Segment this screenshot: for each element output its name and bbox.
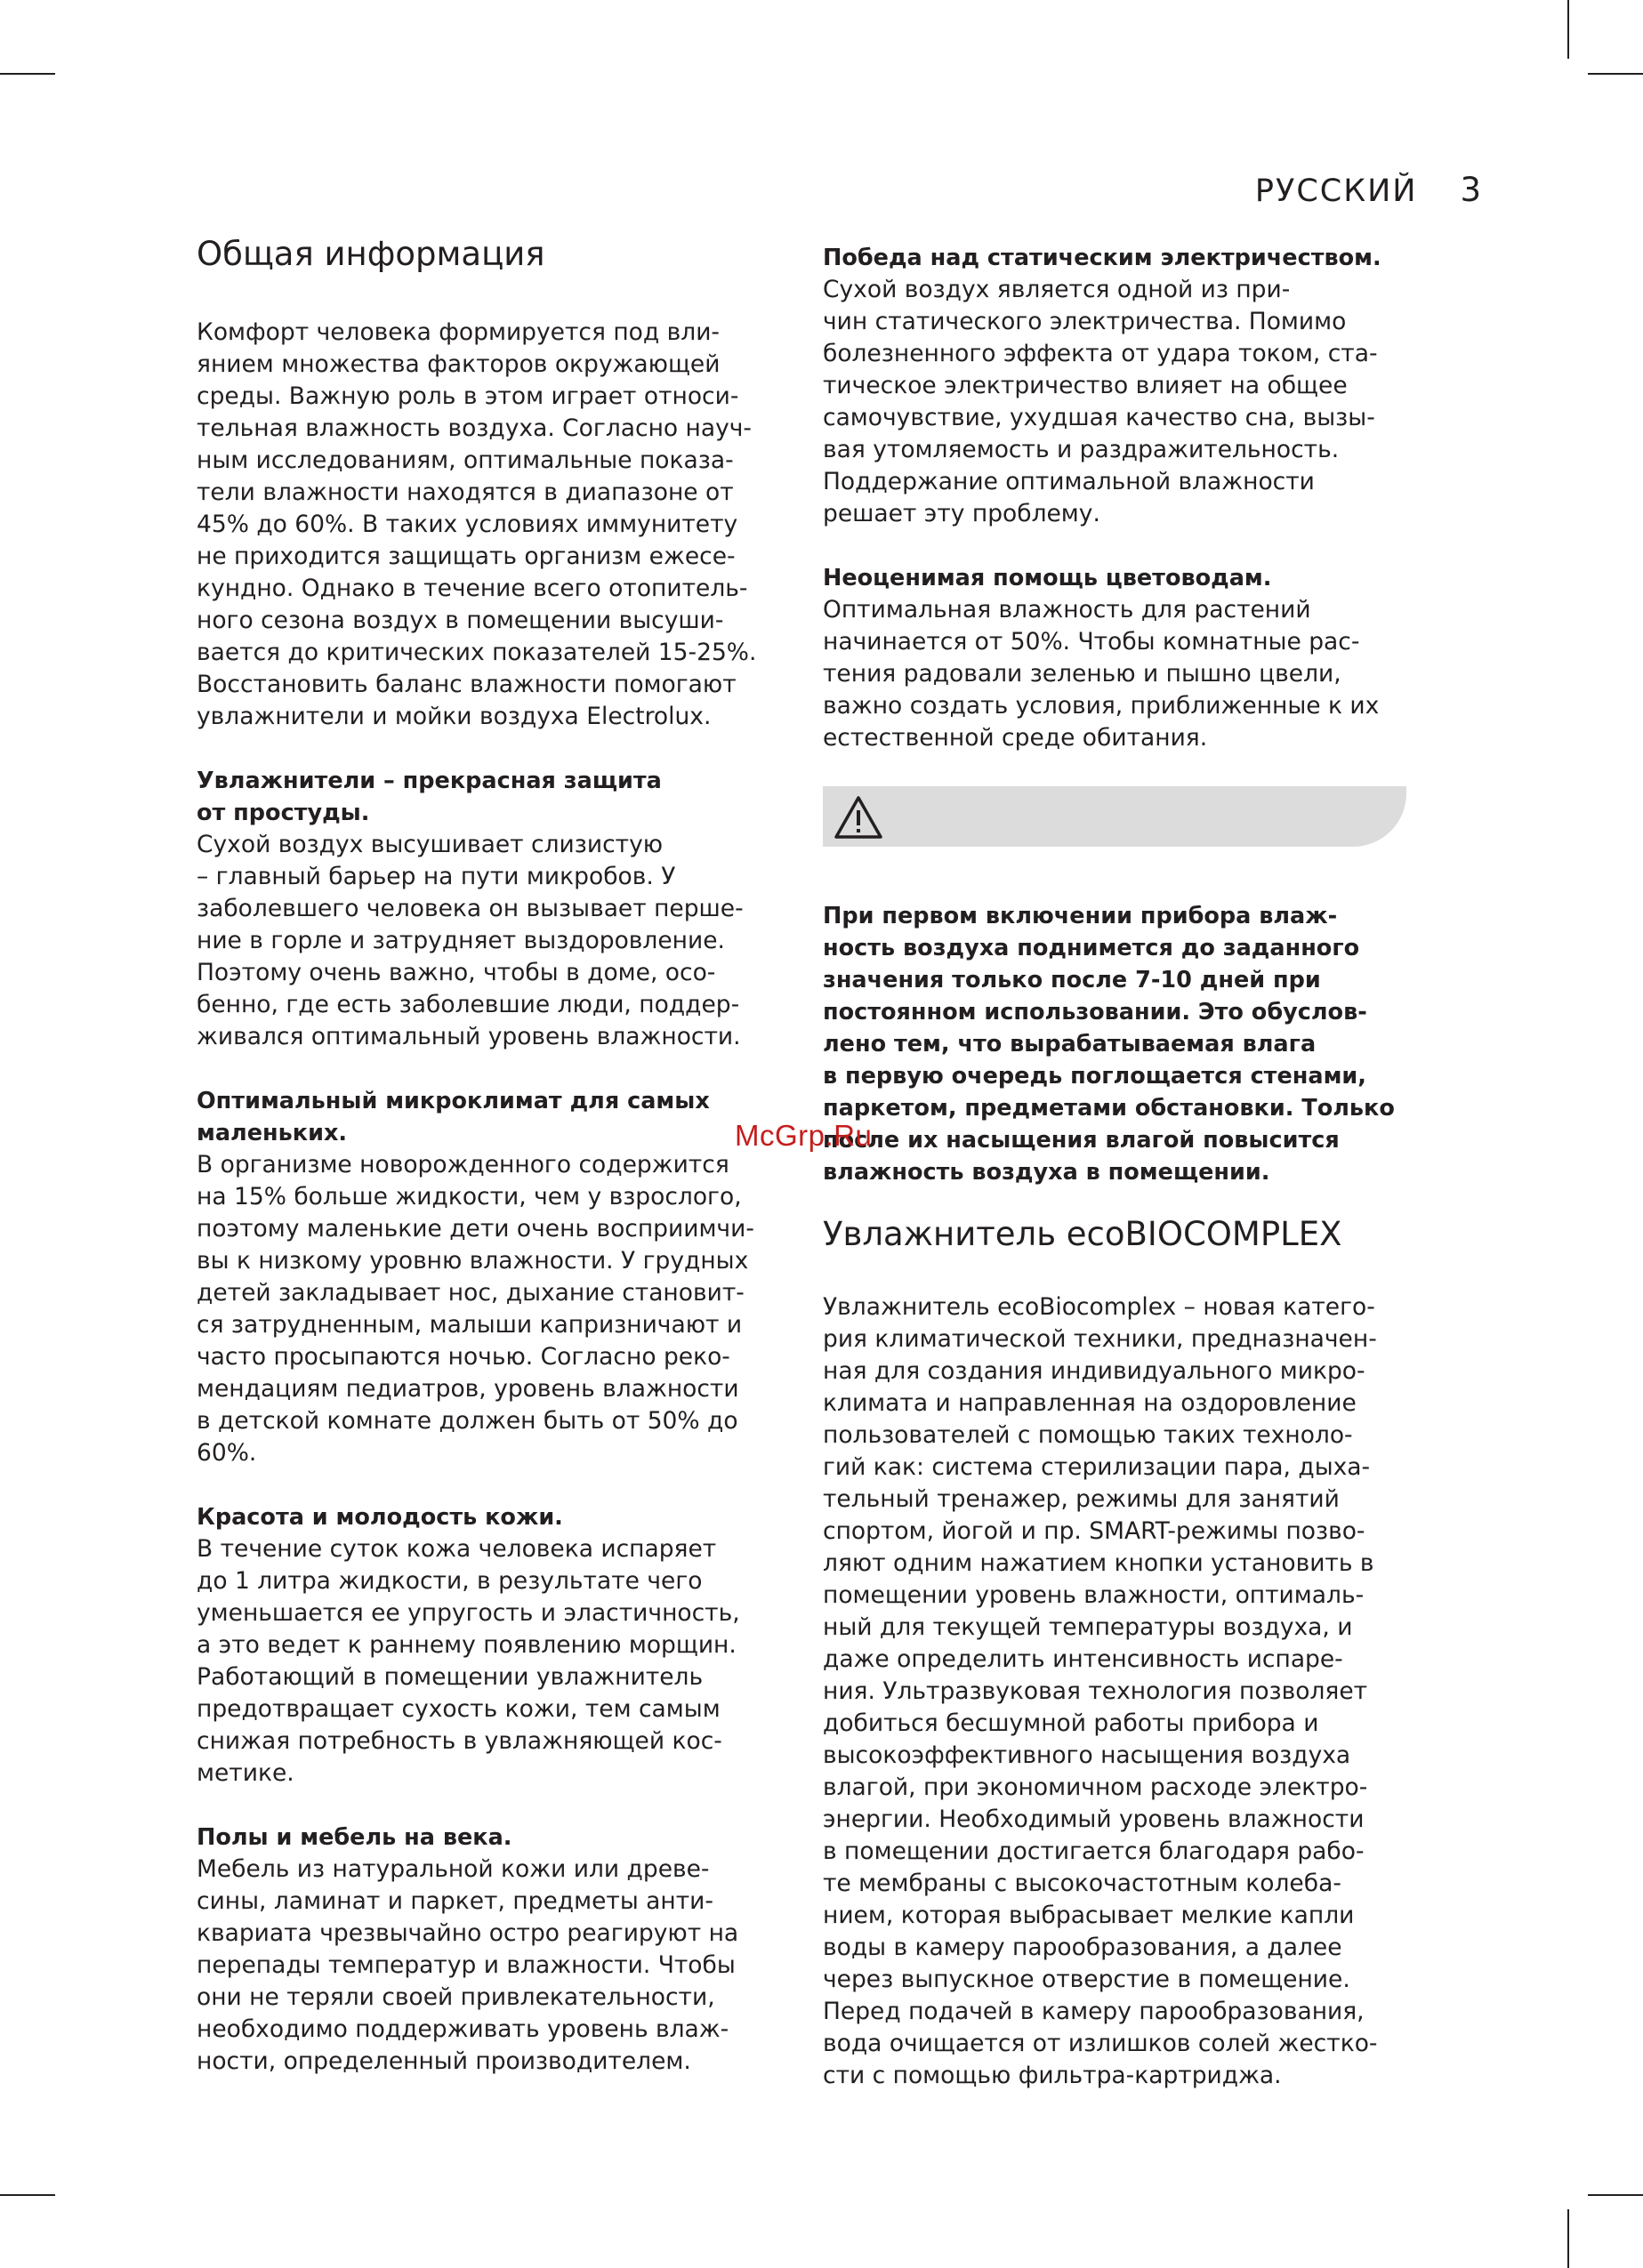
text-line: влагой, при экономичном расходе электро- bbox=[823, 1773, 1368, 1801]
section-body bbox=[197, 1854, 784, 2078]
text-line: добиться бесшумной работы прибора и bbox=[823, 1709, 1319, 1737]
section-heading-general-info: Общая информация bbox=[197, 235, 545, 273]
text-line: в помещении достигается благодаря рабо- bbox=[823, 1838, 1365, 1865]
subheading-line: Победа над статическим электричеством. bbox=[823, 245, 1381, 271]
text-line: Поддержание оптимальной влажности bbox=[823, 468, 1315, 495]
warning-line: влажность воздуха в помещении. bbox=[823, 1159, 1270, 1186]
text-line: увлажнители и мойки воздуха Electrolux. bbox=[197, 703, 712, 730]
subheading-line: Оптимальный микроклимат для самых bbox=[197, 1088, 710, 1114]
text-line: нием, которая выбрасывает мелкие капли bbox=[823, 1902, 1355, 1929]
text-line: естественной среде обитания. bbox=[823, 724, 1208, 752]
text-line: Оптимальная влажность для растений bbox=[823, 596, 1311, 623]
section-body bbox=[197, 1149, 784, 1469]
section-heading-product: Увлажнитель ecoBIOCOMPLEX bbox=[823, 1215, 1342, 1253]
section-subheading bbox=[197, 1822, 784, 1854]
text-section bbox=[823, 562, 1410, 754]
text-line: детей закладывает нос, дыхание становит- bbox=[197, 1279, 745, 1307]
section-subheading bbox=[197, 1501, 784, 1533]
text-line: энергии. Необходимый уровень влажности bbox=[823, 1806, 1365, 1833]
text-line: Увлажнитель ecoBiocomplex – новая катего- bbox=[823, 1293, 1375, 1321]
text-line: поэтому маленькие дети очень восприимчи- bbox=[197, 1215, 754, 1243]
intro-paragraph bbox=[197, 317, 784, 733]
text-line: ляют одним нажатием кнопки установить в bbox=[823, 1549, 1374, 1577]
text-line: тельный тренажер, режимы для занятий bbox=[823, 1485, 1340, 1513]
section-subheading bbox=[197, 1085, 784, 1149]
text-line: бенно, где есть заболевшие люди, поддер- bbox=[197, 991, 740, 1018]
section-subheading bbox=[823, 242, 1410, 274]
crop-mark-top-right-v bbox=[1567, 0, 1569, 59]
text-line: сти с помощью фильтра-картриджа. bbox=[823, 2062, 1282, 2089]
text-line: ная для создания индивидуального микро- bbox=[823, 1357, 1365, 1385]
subheading-line: от простуды. bbox=[197, 800, 370, 826]
text-line: Восстановить баланс влажности помогают bbox=[197, 671, 737, 698]
text-line: Работающий в помещении увлажнитель bbox=[197, 1663, 704, 1691]
text-line: В течение суток кожа человека испаряет bbox=[197, 1535, 717, 1563]
text-line: ния. Ультразвуковая технология позволяет bbox=[823, 1677, 1368, 1705]
text-line: перепады температур и влажности. Чтобы bbox=[197, 1951, 736, 1979]
text-line: гий как: система стерилизации пара, дыха- bbox=[823, 1453, 1371, 1481]
text-line: 45% до 60%. В таких условиях иммунитету bbox=[197, 511, 738, 538]
warning-line: постоянном использовании. Это обуслов- bbox=[823, 999, 1367, 1025]
text-line: болезненного эффекта от удара током, ста- bbox=[823, 340, 1378, 367]
text-line: снижая потребность в увлажняющей кос- bbox=[197, 1727, 722, 1755]
text-line: а это ведет к раннему появлению морщин. bbox=[197, 1631, 737, 1659]
text-line: даже определить интенсивность испаре- bbox=[823, 1645, 1343, 1673]
text-line: ности, определенный производителем. bbox=[197, 2047, 691, 2075]
page-number: 3 bbox=[1460, 171, 1483, 209]
text-line: помещении уровень влажности, оптималь- bbox=[823, 1581, 1365, 1609]
subheading-line: Красота и молодость кожи. bbox=[197, 1504, 563, 1531]
warning-line: значения только после 7-10 дней при bbox=[823, 967, 1321, 993]
crop-mark-bottom-left-h bbox=[0, 2194, 55, 2196]
text-line: ным исследованиям, оптимальные показа- bbox=[197, 446, 734, 474]
text-line: через выпускное отверстие в помещение. bbox=[823, 1966, 1350, 1993]
section-body bbox=[197, 829, 784, 1053]
text-line: уменьшается ее упругость и эластичность, bbox=[197, 1599, 740, 1627]
text-line: Сухой воздух высушивает слизистую bbox=[197, 831, 664, 858]
warning-text bbox=[823, 900, 1410, 1188]
text-line: Мебель из натуральной кожи или древе- bbox=[197, 1855, 710, 1883]
text-line: Перед подачей в камеру парообразования, bbox=[823, 1998, 1365, 2025]
watermark: McGrp.Ru bbox=[735, 1119, 873, 1152]
warning-line: в первую очередь поглощается стенами, bbox=[823, 1063, 1366, 1090]
text-line: часто просыпаются ночью. Согласно реко- bbox=[197, 1343, 730, 1371]
text-section bbox=[197, 765, 784, 1053]
text-line: рия климатической техники, предназначен- bbox=[823, 1325, 1377, 1353]
product-description bbox=[823, 1291, 1410, 2092]
text-section bbox=[197, 1085, 784, 1469]
text-line: на 15% больше жидкости, чем у взрослого, bbox=[197, 1183, 742, 1210]
warning-line: При первом включении прибора влаж- bbox=[823, 903, 1338, 929]
text-line: необходимо поддерживать уровень влаж- bbox=[197, 2015, 729, 2043]
text-line: ного сезона воздух в помещении высуши- bbox=[197, 607, 724, 634]
language-label: РУССКИЙ bbox=[1254, 173, 1418, 209]
text-line: до 1 литра жидкости, в результате чего bbox=[197, 1567, 703, 1595]
text-line: Поэтому очень важно, чтобы в доме, осо- bbox=[197, 959, 716, 986]
text-line: высокоэффективного насыщения воздуха bbox=[823, 1741, 1351, 1769]
section-body bbox=[197, 1533, 784, 1789]
section-subheading bbox=[197, 765, 784, 829]
text-line: янием множества факторов окружающей bbox=[197, 350, 721, 378]
text-line: среды. Важную роль в этом играет относи- bbox=[197, 382, 739, 410]
text-line: в детской комнате должен быть от 50% до bbox=[197, 1407, 738, 1435]
warning-line: после их насыщения влагой повысится bbox=[823, 1127, 1340, 1154]
section-subheading bbox=[823, 562, 1410, 594]
text-line: вода очищается от излишков солей жестко- bbox=[823, 2030, 1378, 2057]
right-column bbox=[823, 242, 1410, 2092]
text-line: заболевшего человека он вызывает перше- bbox=[197, 895, 744, 922]
text-line: тическое электричество влияет на общее bbox=[823, 372, 1348, 399]
text-line: Сухой воздух является одной из при- bbox=[823, 276, 1291, 303]
text-line: спортом, йогой и пр. SMART-режимы позво- bbox=[823, 1517, 1365, 1545]
text-line: те мембраны с высокочастотным колеба- bbox=[823, 1870, 1341, 1897]
text-line: пользователей с помощью таких техноло- bbox=[823, 1421, 1353, 1449]
crop-mark-top-left-h bbox=[0, 73, 55, 75]
text-section bbox=[823, 242, 1410, 530]
left-sections bbox=[197, 765, 784, 2078]
text-line: самочувствие, ухудшая качество сна, вызы- bbox=[823, 404, 1375, 431]
section-body bbox=[823, 594, 1410, 754]
text-line: важно создать условия, приближенные к их bbox=[823, 692, 1380, 720]
warning-triangle-icon bbox=[834, 795, 883, 840]
text-line: ние в горле и затрудняет выздоровление. bbox=[197, 927, 725, 954]
text-line: ный для текущей температуры воздуха, и bbox=[823, 1613, 1353, 1641]
text-line: тельная влажность воздуха. Согласно науч- bbox=[197, 414, 752, 442]
crop-mark-top-right-h bbox=[1588, 73, 1643, 75]
left-column bbox=[197, 233, 784, 2110]
text-line: климата и направленная на оздоровление bbox=[823, 1389, 1357, 1417]
text-line: чин статического электричества. Помимо bbox=[823, 308, 1347, 335]
text-line: вы к низкому уровню влажности. У грудных bbox=[197, 1247, 749, 1275]
right-sections bbox=[823, 242, 1410, 754]
text-line: вается до критических показателей 15-25%. bbox=[197, 639, 757, 666]
text-section bbox=[197, 1822, 784, 2078]
text-line: решает эту проблему. bbox=[823, 500, 1100, 527]
subheading-line: Увлажнители – прекрасная защита bbox=[197, 768, 662, 794]
text-line: – главный барьер на пути микробов. У bbox=[197, 863, 676, 890]
text-line: они не теряли своей привлекательности, bbox=[197, 1983, 715, 2011]
text-line: метике. bbox=[197, 1759, 294, 1787]
crop-mark-bottom-right-v bbox=[1567, 2209, 1569, 2268]
text-line: сины, ламинат и паркет, предметы анти- bbox=[197, 1887, 713, 1915]
text-line: ся затрудненным, малыши капризничают и bbox=[197, 1311, 743, 1339]
subheading-line: Неоценимая помощь цветоводам. bbox=[823, 565, 1272, 591]
subheading-line: Полы и мебель на века. bbox=[197, 1824, 512, 1851]
text-line: мендациям педиатров, уровень влажности bbox=[197, 1375, 739, 1403]
warning-line: лено тем, что вырабатываемая влага bbox=[823, 1031, 1317, 1058]
warning-banner bbox=[823, 786, 1406, 847]
text-line: воды в камеру парообразования, а далее bbox=[823, 1934, 1342, 1961]
text-line: тели влажности находятся в диапазоне от bbox=[197, 479, 734, 506]
text-line: живался оптимальный уровень влажности. bbox=[197, 1023, 741, 1050]
warning-line: ность воздуха поднимется до заданного bbox=[823, 935, 1360, 961]
text-line: В организме новорожденного содержится bbox=[197, 1151, 729, 1178]
text-section bbox=[197, 1501, 784, 1789]
text-line: Комфорт человека формируется под вли- bbox=[197, 318, 720, 346]
text-line: вая утомляемость и раздражительность. bbox=[823, 436, 1340, 463]
text-line: тения радовали зеленью и пышно цвели, bbox=[823, 660, 1341, 688]
text-line: предотвращает сухость кожи, тем самым bbox=[197, 1695, 721, 1723]
page-header bbox=[1255, 171, 1483, 209]
crop-mark-bottom-right-h bbox=[1588, 2194, 1643, 2196]
warning-line: паркетом, предметами обстановки. Только bbox=[823, 1095, 1395, 1122]
text-line: кундно. Однако в течение всего отопитель- bbox=[197, 575, 748, 602]
subheading-line: маленьких. bbox=[197, 1120, 348, 1146]
text-line: 60%. bbox=[197, 1439, 257, 1467]
text-line: квариата чрезвычайно остро реагируют на bbox=[197, 1919, 739, 1947]
text-line: не приходится защищать организм ежесе- bbox=[197, 543, 736, 570]
section-body bbox=[823, 274, 1410, 530]
text-line: начинается от 50%. Чтобы комнатные рас- bbox=[823, 628, 1360, 655]
